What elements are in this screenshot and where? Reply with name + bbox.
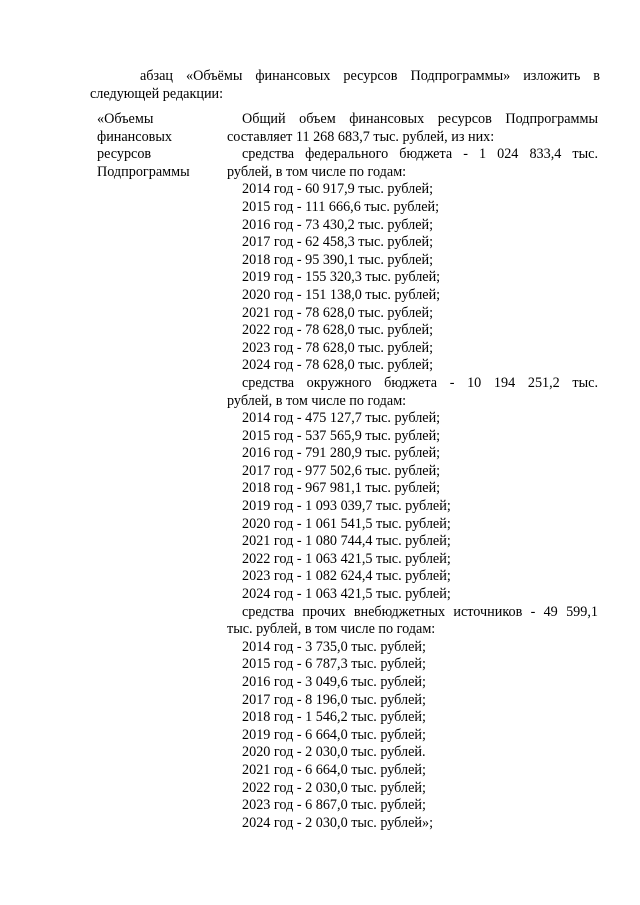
- right-cell-line: рублей, в том числе по годам:: [227, 163, 407, 180]
- right-cell-line: 2015 год - 6 787,3 тыс. рублей;: [242, 656, 426, 673]
- right-cell-line: 2020 год - 1 061 541,5 тыс. рублей;: [242, 515, 451, 532]
- left-cell-line: Подпрограммы: [97, 163, 190, 180]
- right-cell-line: 2016 год - 791 280,9 тыс. рублей;: [242, 445, 441, 462]
- right-cell-line: 2023 год - 78 628,0 тыс. рублей;: [242, 339, 434, 356]
- right-cell-line: 2019 год - 6 664,0 тыс. рублей;: [242, 726, 426, 743]
- right-cell-line: 2024 год - 2 030,0 тыс. рублей»;: [242, 814, 434, 831]
- right-cell-line: 2022 год - 78 628,0 тыс. рублей;: [242, 322, 434, 339]
- right-cell-line: 2017 год - 977 502,6 тыс. рублей;: [242, 462, 441, 479]
- right-cell-line: 2018 год - 1 546,2 тыс. рублей;: [242, 709, 426, 726]
- right-cell-line: 2015 год - 537 565,9 тыс. рублей;: [242, 427, 441, 444]
- right-cell-line: тыс. рублей, в том числе по годам:: [227, 621, 436, 638]
- right-cell-line: средства прочих внебюджетных источников - 49 599,1: [242, 603, 598, 620]
- right-cell-line: 2014 год - 3 735,0 тыс. рублей;: [242, 638, 426, 655]
- right-cell-line: 2017 год - 62 458,3 тыс. рублей;: [242, 234, 434, 251]
- right-cell-line: 2022 год - 2 030,0 тыс. рублей;: [242, 779, 426, 796]
- right-cell-line: 2021 год - 1 080 744,4 тыс. рублей;: [242, 533, 451, 550]
- right-cell-line: 2018 год - 967 981,1 тыс. рублей;: [242, 480, 441, 497]
- right-cell-line: 2016 год - 3 049,6 тыс. рублей;: [242, 674, 426, 690]
- intro-paragraph: [90, 68, 600, 103]
- right-cell-line: рублей, в том числе по годам:: [227, 392, 407, 409]
- right-cell-line: 2023 год - 1 082 624,4 тыс. рублей;: [242, 568, 451, 585]
- right-cell-line: средства федерального бюджета - 1 024 833,4 тыс.: [242, 146, 598, 163]
- right-cell-line: 2024 год - 1 063 421,5 тыс. рублей;: [242, 586, 451, 603]
- right-cell-line: средства окружного бюджета - 10 194 251,2 тыс.: [242, 374, 598, 391]
- intro-line-2: следующей редакции:: [90, 85, 224, 102]
- right-cell-line: 2022 год - 1 063 421,5 тыс. рублей;: [242, 550, 451, 567]
- table-right-cell: [227, 111, 598, 832]
- right-cell-line: 2020 год - 151 138,0 тыс. рублей;: [242, 286, 441, 303]
- right-cell-line: составляет 11 268 683,7 тыс. рублей, из них:: [227, 128, 495, 145]
- left-cell-line: ресурсов: [97, 146, 152, 163]
- right-cell-line: 2023 год - 6 867,0 тыс. рублей;: [242, 797, 426, 814]
- intro-line-1: абзац «Объёмы финансовых ресурсов Подпрограммы» изложить в: [140, 68, 600, 84]
- right-cell-line: 2018 год - 95 390,1 тыс. рублей;: [242, 251, 434, 268]
- table-left-cell: [97, 111, 222, 181]
- right-cell-line: 2024 год - 78 628,0 тыс. рублей;: [242, 357, 434, 374]
- right-cell-line: 2019 год - 155 320,3 тыс. рублей;: [242, 269, 441, 286]
- right-cell-line: 2015 год - 111 666,6 тыс. рублей;: [242, 198, 440, 215]
- left-cell-line: финансовых: [97, 128, 172, 145]
- right-cell-line: 2016 год - 73 430,2 тыс. рублей;: [242, 216, 434, 233]
- right-cell-line: 2017 год - 8 196,0 тыс. рублей;: [242, 691, 426, 708]
- left-cell-line: «Объемы: [97, 111, 154, 127]
- right-cell-line: 2020 год - 2 030,0 тыс. рублей.: [242, 744, 426, 761]
- right-cell-line: 2014 год - 475 127,7 тыс. рублей;: [242, 410, 441, 427]
- right-cell-line: 2019 год - 1 093 039,7 тыс. рублей;: [242, 498, 451, 515]
- right-cell-line: 2014 год - 60 917,9 тыс. рублей;: [242, 181, 434, 198]
- right-cell-line: 2021 год - 6 664,0 тыс. рублей;: [242, 761, 426, 778]
- right-cell-line: 2021 год - 78 628,0 тыс. рублей;: [242, 304, 434, 321]
- right-cell-line: Общий объем финансовых ресурсов Подпрограммы: [242, 111, 598, 127]
